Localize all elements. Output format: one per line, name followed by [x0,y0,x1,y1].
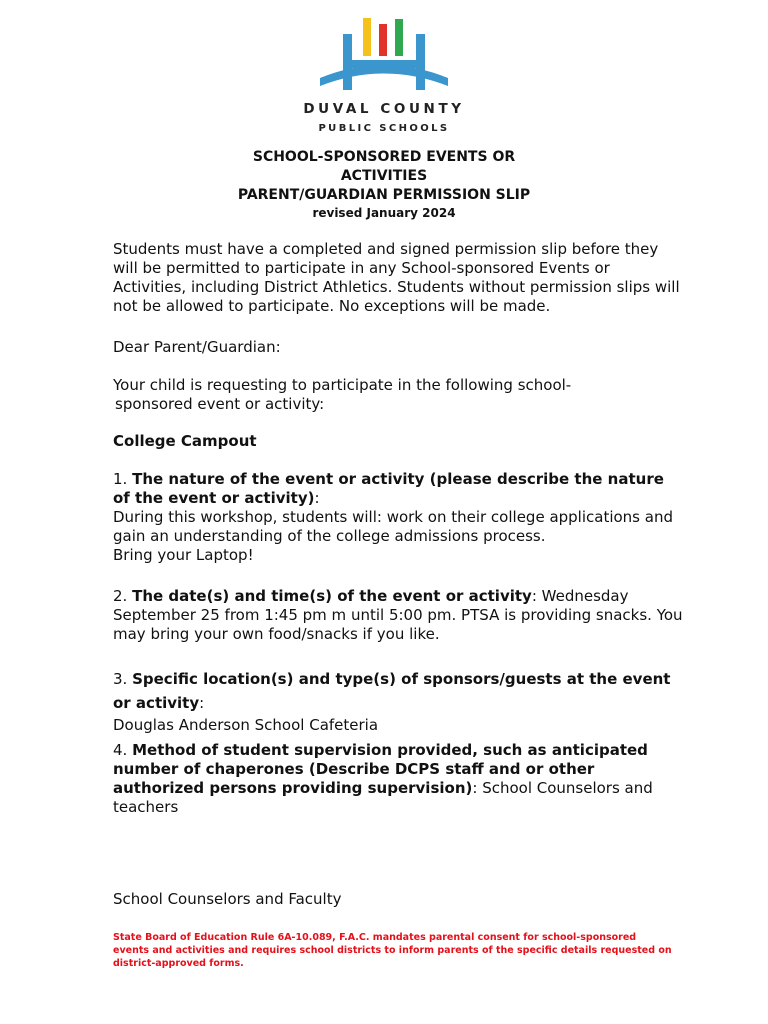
logo-bar-yellow [363,18,371,56]
request-paragraph [113,376,685,414]
revised-date: revised January 2024 [312,206,456,220]
logo-bar-green [395,19,403,56]
logo-bar-red [379,24,387,56]
intro-paragraph: Students must have a completed and signed permission slip before they will be permitted to participate in any School-sponsored Events or Activities, including District Athletics. Students without permission slips will not be allowed to participate. No exceptions will be made. [113,240,680,315]
logo-name-line2: PUBLIC SCHOOLS [318,123,450,134]
item-4-label: Method of student supervision provided, such as anticipated number of chaperones (Describe DCPS staff and or other authorized persons providing supervision) [113,741,648,797]
logo-name-line1: DUVAL COUNTY [303,101,465,117]
item-1-number: 1. [113,470,128,488]
item-3: 3. Specific location(s) and type(s) of sponsors/guests at the event or activity: [113,670,671,712]
signature-line: School Counselors and Faculty [113,890,342,908]
item-1-text-line1: During this workshop, students will: work on their college applications and gain an understanding of the college admissions process. [113,508,673,545]
duval-county-logo [318,16,450,92]
footer-legal-note: State Board of Education Rule 6A-10.089, F.A.C. mandates parental consent for school-sponsored events and activities and requires school districts to inform parents of the specific details requested on district-approved forms. [113,932,672,969]
item-2-label: The date(s) and time(s) of the event or activity [132,587,532,605]
salutation: Dear Parent/Guardian: [113,338,281,356]
request-line2: sponsored event or activity: [115,395,325,413]
item-1-text-line2: Bring your Laptop! [113,546,254,564]
title-line3: PARENT/GUARDIAN PERMISSION SLIP [237,187,531,203]
item-4-text: School Counselors and teachers [113,779,653,816]
item-2: 2. The date(s) and time(s) of the event or activity: Wednesday September 25 from 1:45 pm m until 5:00 pm. PTSA is providing snacks. You may bring your own food/snacks if you like. [113,587,683,643]
title-line1: SCHOOL-SPONSORED EVENTS OR [252,149,516,165]
item-3-text: Douglas Anderson School Cafeteria [113,716,379,734]
item-3-number: 3. [113,670,128,688]
item-3-label: Specific location(s) and type(s) of sponsors/guests at the event or activity [113,670,671,712]
page-title [180,148,588,222]
item-4-number: 4. [113,741,128,759]
item-4: 4. Method of student supervision provided, such as anticipated number of chaperones (Describe DCPS staff and or other authorized persons providing supervision): School Counselors and teachers [113,741,653,816]
item-1-label: The nature of the event or activity (please describe the nature of the event or activity) [113,470,664,507]
title-line2: ACTIVITIES [340,168,428,184]
item-2-number: 2. [113,587,128,605]
event-name: College Campout [113,432,257,450]
item-1: 1. The nature of the event or activity (please describe the nature of the event or activity): During this workshop, students will: work on their college applications and gain an understanding of the college admissions process. Bring your Laptop! [113,470,673,564]
request-line1: Your child is requesting to participate in the following school- [113,376,572,394]
item-2-text: Wednesday September 25 from 1:45 pm m until 5:00 pm. PTSA is providing snacks. You may bring your own food/snacks if you like. [113,587,683,643]
